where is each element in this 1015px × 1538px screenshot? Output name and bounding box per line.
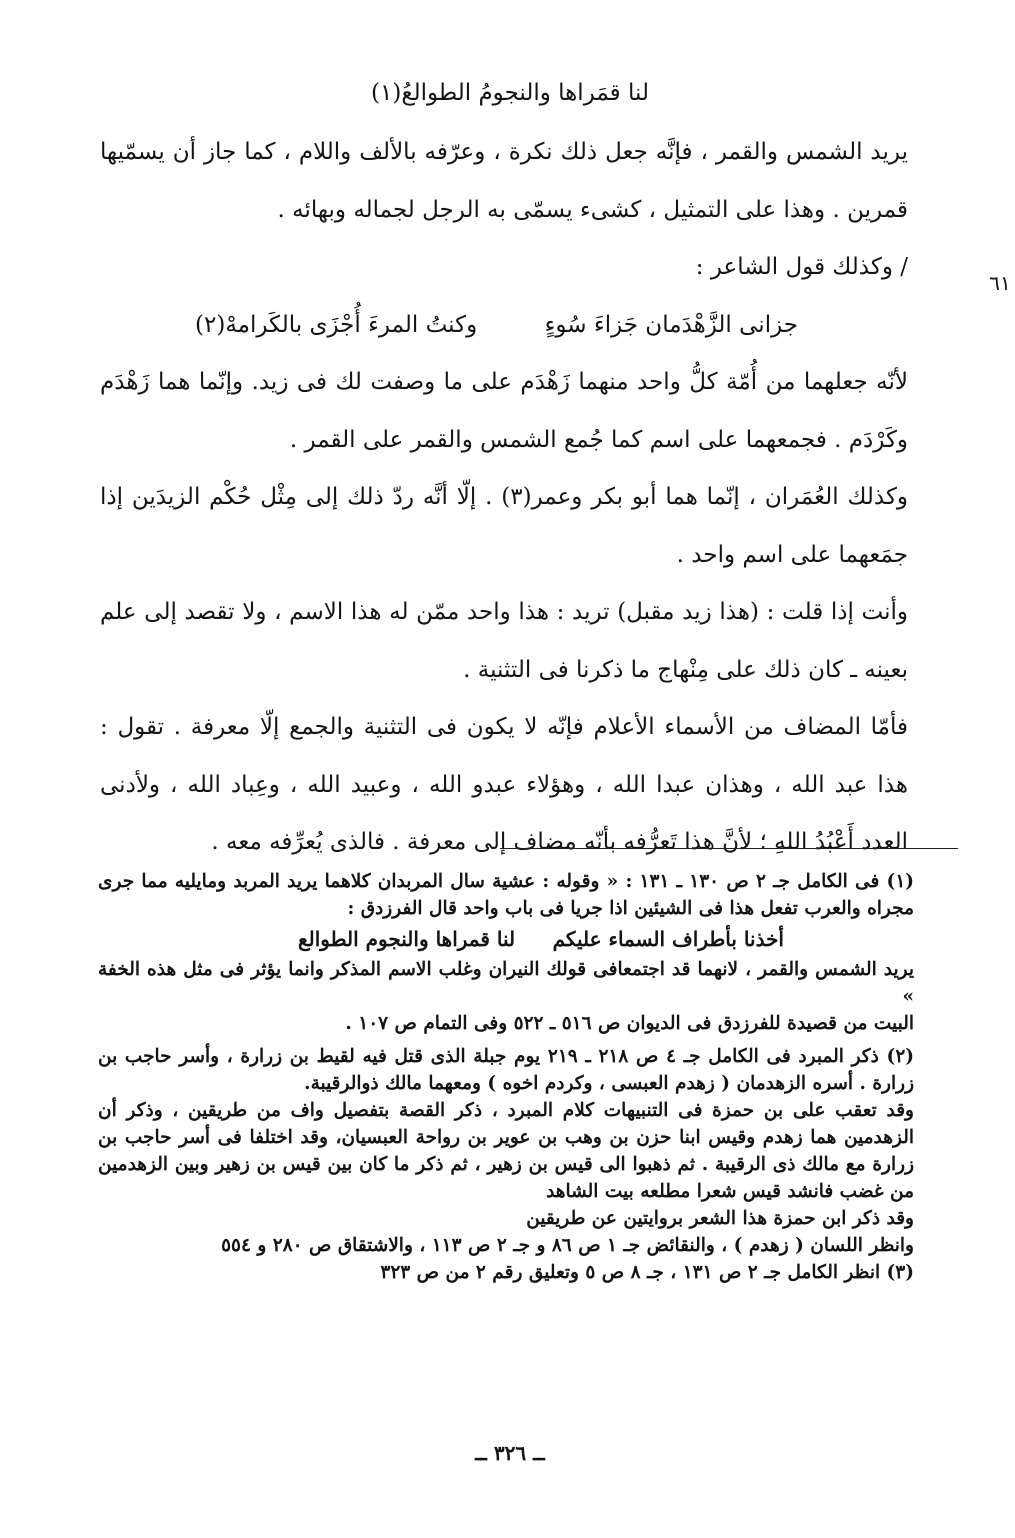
paragraph: / وكذلك قول الشاعر : <box>695 254 908 280</box>
verse-first-hemistich: جزانى الزَّهْدَمان جَزاءَ سُوءٍ <box>544 311 798 338</box>
footnotes-section <box>98 848 914 1286</box>
footnote-1-text: البيت من قصيدة للفرزدق فى الديوان ص ٥١٦ ـ ٥٢٢ وفى التمام ص ١٠٧ . <box>345 1013 914 1034</box>
margin-page-reference: ٦١ <box>989 271 1011 295</box>
paragraph: يريد الشمس والقمر ، فإنَّه جعل ذلك نكرة ، وعرّفه بالألف واللام ، كما جاز أن يسمّيها قمرين . وهذا على التمثيل ، كشىء يسمّى به الرجل لجماله وبهائه . <box>100 139 908 223</box>
paragraph: لأنّه جعلهما من أُمّة كلُّ واحد منهما زَهْدَم على ما وصفت لك فى زيد. وإنّما هما زَهْدَم وكَرْدَم . فجمعهما على اسم كما جُمع الشمس والقمر على القمر . <box>100 369 908 453</box>
paragraph: وكذلك العُمَران ، إنّما هما أبو بكر وعمر(٣) . إلّا أنَّه ردّ ذلك إلى مِثْل حُكْم الزيدَين إذا جمَعهما على اسم واحد . <box>100 484 908 568</box>
verse-second-hemistich: وكنتُ المرءَ أُجْزَى بالكَرامهْ(٢) <box>195 311 478 338</box>
top-verse-hemistich: لنا قمَراها والنجومُ الطوالعُ(١) <box>371 80 649 106</box>
footnote-1-text: يريد الشمس والقمر ، لانهما قد اجتمعافى قولك النيران وغلب الاسم المذكر وانما يؤثر فى مثل هذه الخفة » <box>98 959 914 1007</box>
footnote-3: (٣) انظر الكامل جـ ٢ ص ١٣١ ، جـ ٨ ص ٥ وتعليق رقم ٢ من ص ٣٢٣ <box>380 1262 914 1283</box>
footnote-verse-first: أخذنا بأطراف السماء عليكم <box>552 927 784 951</box>
paragraph: وأنت إذا قلت : (هذا زيد مقبل) تريد : هذا واحد ممّن له هذا الاسم ، ولا تقصد إلى علم بعينه ـ كان ذلك على مِنْهاج ما ذكرنا فى التثنية . <box>100 599 908 683</box>
footnote-verse-second: لنا قمراها والنجوم الطوالع <box>298 927 516 951</box>
quoted-verse <box>100 297 908 355</box>
footnote-2: (٢) ذكر المبرد فى الكامل جـ ٤ ص ٢١٨ ـ ٢١٩ يوم جبلة الذى قتل فيه لقيط بن زرارة ، وأسر حاجب بن زرارة . أسره الزهدمان ( زهدم العبسى ، وكردم اخوه ) ومعهما مالك ذوالرقيبة. <box>98 1046 915 1094</box>
footnote-2-text: وانظر اللسان ( زهدم ) ، والنقائض جـ ١ ص ٨٦ و جـ ٢ ص ١١٣ ، والاشتقاق ص ٢٨٠ و ٥٥٤ <box>221 1235 914 1256</box>
paragraph: فأمّا المضاف من الأسماء الأعلام فإنّه لا يكون فى التثنية والجمع إلّا معرفة . تقول : هذا عبد الله ، وهذان عبدا الله ، وهؤلاء عبدو الله ، وعبيد الله ، وعِباد الله ، ولأدنى العدد أَعْبُدُ اللهِ ؛ لأنَّ هذا تَعرُّفه بأنّه مضاف إلى معرفة . فالذى يُعرِّفه معه . <box>100 714 908 855</box>
footnote-2-text: وقد تعقب على بن حمزة فى التنبيهات كلام المبرد ، ذكر القصة بتفصيل واف من طريقين ، وذكر أن الزهدمين هما زهدم وقيس ابنا حزن بن وهب بن عوير بن رواحة العبسيان، وقد اختلفا فى أسر حاجب بن زرارة مع مالك ذى الرقيبة . ثم ذهبوا الى قيس بن زهير ، ثم ذكر ما كان بين قيس بن زهير وبين الزهدمين من غضب فانشد قيس شعرا مطلعه بيت الشاهد <box>98 1100 914 1202</box>
footnote-1: (١) فى الكامل جـ ٢ ص ١٣٠ ـ ١٣١ : « وقوله : عشية سال المربدان كلاهما يريد المربد ومايليه مما جرى مجراه والعرب تفعل هذا فى الشيئين اذا جريا فى باب واحد قال الفرزدق : <box>98 871 915 919</box>
footnote-1-verse <box>98 922 914 956</box>
footnote-2-text: وقد ذكر ابن حمزة هذا الشعر بروايتين عن طريقين <box>526 1208 914 1229</box>
main-text-body <box>100 124 908 872</box>
page-number: ــ ٣٢٦ ــ <box>475 1441 545 1465</box>
